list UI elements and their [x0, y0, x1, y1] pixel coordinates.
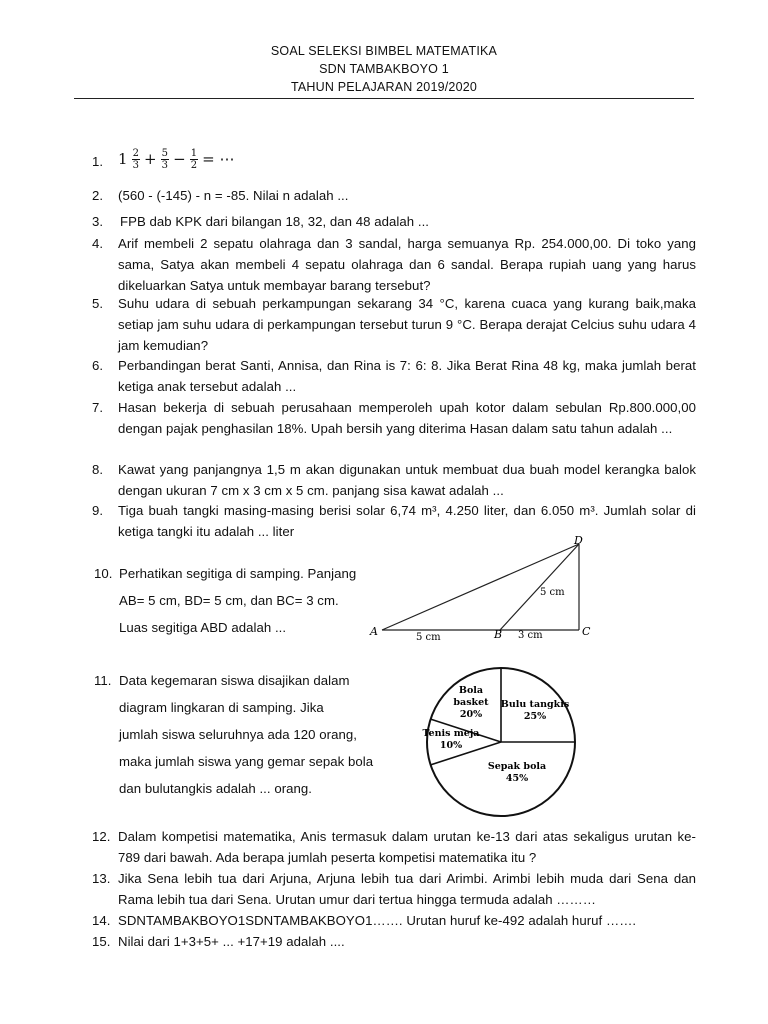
- pie-chart: [422, 665, 582, 821]
- question-text: Perbandingan berat Santi, Annisa, dan Rina is 7: 6: 8. Jika Berat Rina 48 kg, maka jumlah berat ketiga anak tersebut adalah ...: [118, 358, 696, 394]
- question-text: Nilai dari 1+3+5+ ... +17+19 adalah ....: [118, 934, 345, 949]
- vertex-a-label: A: [370, 625, 378, 638]
- question-number: 1.: [92, 154, 104, 169]
- question-number: 2.: [92, 188, 104, 203]
- question-number: 3.: [92, 214, 104, 229]
- pie-slice-label: Tenis meja 10%: [422, 728, 480, 751]
- question-number: 4.: [92, 236, 104, 251]
- question-line: maka jumlah siswa yang gemar sepak bola: [119, 754, 374, 769]
- header-divider: [74, 98, 694, 99]
- question-line: Perhatikan segitiga di samping. Panjang: [119, 566, 357, 581]
- question-number: 6.: [92, 358, 104, 373]
- operator-plus: +: [144, 150, 157, 168]
- question-expression: [118, 148, 696, 171]
- equals-ellipsis: = ⋯: [202, 150, 235, 168]
- operator-minus: −: [173, 150, 186, 168]
- vertex-c-label: C: [582, 625, 591, 638]
- header-title: SOAL SELEKSI BIMBEL MATEMATIKA: [270, 44, 498, 58]
- vertex-d-label: D: [574, 534, 583, 547]
- pie-slice-label: Bola basket 20%: [453, 685, 489, 720]
- question-line: diagram lingkaran di samping. Jika: [119, 700, 324, 715]
- question-number: 13.: [92, 871, 111, 886]
- question-number: 14.: [92, 913, 111, 928]
- question-text: Tiga buah tangki masing-masing berisi solar 6,74 m³, 4.250 liter, dan 6.050 m³. Jumlah solar di ketiga tangki itu adalah ... liter: [118, 503, 696, 539]
- header-year: TAHUN PELAJARAN 2019/2020: [290, 80, 478, 94]
- length-ab-label: 5 cm: [416, 632, 441, 643]
- question-number: 12.: [92, 829, 111, 844]
- question-number: 10.: [94, 566, 113, 581]
- question-text: Dalam kompetisi matematika, Anis termasuk dalam urutan ke-13 dari atas sekaligus urutan ke-789 dari bawah. Ada berapa jumlah peserta kompetisi matematika itu ?: [118, 829, 696, 865]
- question-number: 15.: [92, 934, 111, 949]
- question-text: [119, 560, 389, 641]
- question-line: dan bulutangkis adalah ... orang.: [119, 781, 313, 796]
- question-number: 9.: [92, 503, 104, 518]
- question-text: Kawat yang panjangnya 1,5 m akan digunakan untuk membuat dua buah model kerangka balok dengan ukuran 7 cm x 3 cm x 5 cm. panjang sisa kawat adalah ...: [118, 462, 696, 498]
- vertex-b-label: B: [494, 628, 503, 641]
- question-text: Jika Sena lebih tua dari Arjuna, Arjuna lebih tua dari Arimbi. Arimbi lebih muda dari Sena dan Rama lebih tua dari Sena. Urutan umur dari tertua hingga termuda adalah ………: [118, 871, 696, 907]
- question-text: (560 - (-145) - n = -85. Nilai n adalah ...: [118, 188, 349, 203]
- question-line: Luas segitiga ABD adalah ...: [119, 620, 287, 635]
- length-bd-label: 5 cm: [540, 587, 565, 598]
- triangle-figure: [360, 532, 600, 644]
- question-text: SDNTAMBAKBOYO1SDNTAMBAKBOYO1……. Urutan huruf ke-492 adalah huruf …….: [118, 913, 637, 928]
- fraction-1: $\frac{2}{3}$: [132, 148, 140, 171]
- question-line: AB= 5 cm, BD= 5 cm, dan BC= 3 cm.: [119, 593, 339, 608]
- question-text: Suhu udara di sebuah perkampungan sekarang 34 °C, karena cuaca yang kurang baik,maka setiap jam suhu udara di perkampungan tersebut turun 9 °C. Berapa derajat Celcius suhu udara 4 jam kemudian?: [118, 296, 696, 353]
- question-number: 8.: [92, 462, 104, 477]
- fraction-2: $\frac{5}{3}$: [161, 148, 169, 171]
- document-header: [0, 42, 768, 96]
- length-bc-label: 3 cm: [518, 630, 543, 641]
- question-text: Hasan bekerja di sebuah perusahaan memperoleh upah kotor dalam sebulan Rp.800.000,00 dengan pajak penghasilan 18%. Upah bersih yang diterima Hasan dalam satu tahun adalah ...: [118, 400, 696, 436]
- question-text: FPB dab KPK dari bilangan 18, 32, dan 48 adalah ...: [120, 214, 430, 229]
- question-line: Data kegemaran siswa disajikan dalam: [119, 673, 350, 688]
- question-number: 5.: [92, 296, 104, 311]
- fraction-3: $\frac{1}{2}$: [190, 148, 198, 171]
- pie-slice-label: Bulu tangkis 25%: [500, 699, 570, 722]
- question-text: Arif membeli 2 sepatu olahraga dan 3 sandal, harga semuanya Rp. 254.000,00. Di toko yang sama, Satya akan membeli 4 sepatu olahraga dan 6 sandal. Berapa rupiah uang yang harus dikeluarkan Satya untuk membayar barang tersebut?: [118, 236, 696, 293]
- question-line: jumlah siswa seluruhnya ada 120 orang,: [119, 727, 357, 742]
- header-school: SDN TAMBAKBOYO 1: [319, 62, 449, 76]
- pie-slice-label: Sepak bola 45%: [487, 761, 547, 784]
- mixed-whole: 1: [118, 150, 128, 168]
- question-number: 7.: [92, 400, 104, 415]
- question-number: 11.: [94, 673, 112, 688]
- question-text: [119, 667, 409, 802]
